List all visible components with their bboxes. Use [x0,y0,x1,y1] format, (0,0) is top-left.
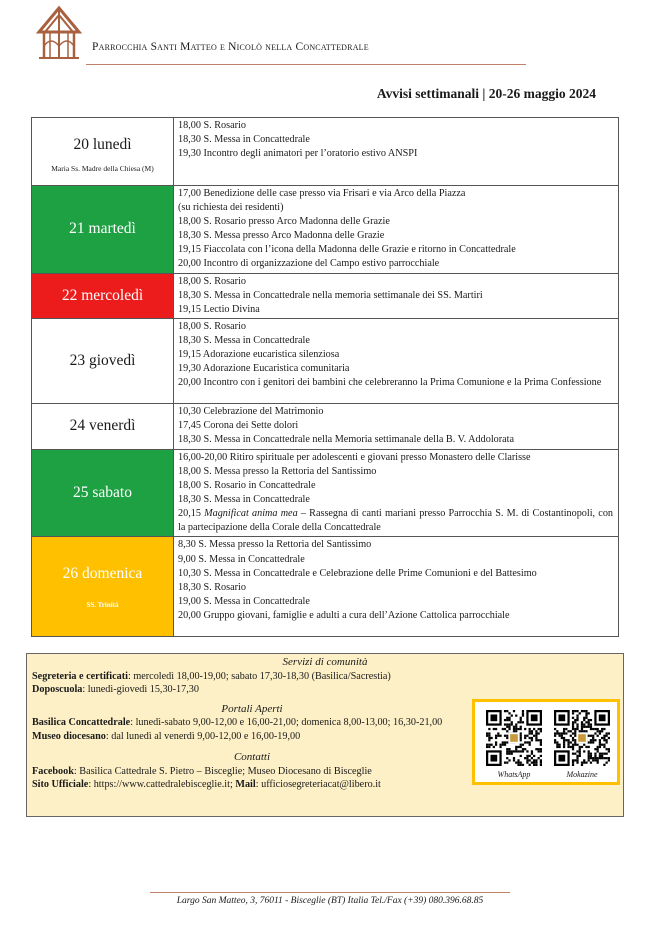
event-line: 18,30 S. Messa in Concattedrale [178,334,310,346]
event-line: 8,30 S. Messa presso la Rettoria del Santissimo [178,539,372,551]
day-cell [32,118,174,186]
events-cell [174,318,619,403]
event-line: 20,00 Gruppo giovani, famiglie e adulti a cura dell’Azione Cattolica parrocchiale [178,609,510,621]
day-cell [32,186,174,274]
qr-label-mokazine: Mokazine [566,770,598,779]
services-title: Servizi di comunità [282,656,368,668]
open-doors-title: Portali Aperti [221,702,283,715]
day-cell [32,449,174,537]
event-line: 18,30 S. Messa in Concattedrale nella Memoria settimanale della B. V. Addolorata [178,434,515,446]
day-cell [32,318,174,403]
secretariat-label: Segreteria e certificati [32,670,128,682]
day-cell [32,537,174,637]
event-line: 18,00 S. Rosario presso Arco Madonna delle Grazie [178,216,390,228]
event-line: 18,30 S. Rosario [178,581,246,593]
event-line: 20,00 Incontro con i genitori dei bambini che celebreranno la Prima Comunione e la Prima Confessione [178,377,602,389]
table-row [32,449,619,537]
day-name: 20 lunedì [73,136,132,153]
afterschool-hours: : lunedì-giovedì 15,30-17,30 [82,684,199,695]
event-line: 19,30 Adorazione Eucaristica comunitaria [178,363,350,375]
events-cell [174,403,619,449]
mail-link[interactable]: : ufficiosegreteriacat@libero.it [255,779,381,790]
secretariat-hours: : mercoledì 18,00-19,00; sabato 17,30-18,30 (Basilica/Sacrestia) [127,670,391,682]
qr-label-whatsapp: WhatsApp [497,770,531,779]
notice-title: Avvisi settimanali | 20-26 maggio 2024 [376,86,596,101]
event-time: 20,15 [178,508,201,520]
event-line: 18,30 S. Messa in Concattedrale nella memoria settimanale dei SS. Martiri [178,289,483,301]
basilica-hours: : lunedì-sabato 9,00-12,00 e 16,00-21,00; domenica 8,00-13,00; 16,30-21,00 [130,717,443,728]
museum-hours: : dal lunedì al venerdì 9,00-12,00 e 16,00-19,00 [105,730,301,742]
event-line: 10,30 S. Messa in Concattedrale e Celebrazione delle Prime Comunioni e del Battesimo [178,567,537,579]
day-name: 24 venerdì [69,417,136,435]
event-line: 18,00 S. Rosario [178,120,246,131]
secretariat-line [32,670,618,684]
event-line: 19,15 Lectio Divina [178,303,260,315]
day-name: 26 domenica [62,564,143,582]
weekly-schedule-table [31,117,619,637]
event-line: 19,30 Incontro degli animatori per l’oratorio estivo ANSPI [178,148,418,160]
event-line: 17,45 Corona dei Sette dolori [178,419,299,431]
site-url-link[interactable]: : https://www.cattedralebisceglie.it; [88,779,236,790]
events-cell [174,186,619,274]
afterschool-line [32,683,618,697]
church-roof-logo [36,2,82,60]
table-row [32,118,619,186]
events-cell [174,273,619,318]
event-line: 18,30 S. Messa presso Arco Madonna delle Grazie [178,230,385,242]
table-row [32,403,619,449]
table-row [32,186,619,274]
event-line: 18,30 S. Messa in Concattedrale [178,134,310,146]
event-description: – Rassegna di canti mariani presso Parrocchia S. M. di Costantinopoli, con la partecipazione della Corale della Concattedrale [178,508,614,534]
events-cell [174,449,619,537]
day-name: 25 sabato [73,484,132,502]
day-name: 21 martedì [69,220,136,238]
contacts-title: Contatti [233,751,271,763]
event-line: 18,00 S. Messa presso la Rettoria del Santissimo [178,465,377,477]
opening-hours-text [32,716,472,743]
day-cell [32,273,174,318]
event-line: 19,00 S. Messa in Concattedrale [178,595,310,607]
site-label: Sito Ufficiale [32,779,89,790]
day-subtitle: Maria Ss. Madre della Chiesa (M) [51,164,154,173]
header-divider [86,64,526,65]
table-row [32,273,619,318]
event-line: 17,00 Benedizione delle case presso via Frisari e via Arco della Piazza [178,188,466,199]
event-line: 16,00-20,00 Ritiro spirituale per adolescenti e giovani presso Monastero delle Clarisse [178,451,531,463]
event-line: 18,00 S. Rosario in Concattedrale [178,480,316,492]
footer-address: Largo San Matteo, 3, 76011 - Bisceglie (BT) Italia Tel./Fax (+39) 080.396.68.85 [176,896,484,906]
table-row [32,318,619,403]
qr-code-icon[interactable] [554,710,610,766]
event-line: 18,00 S. Rosario [178,275,246,287]
event-line: 18,30 S. Messa in Concattedrale [178,494,310,506]
facebook-label: Facebook [32,765,74,777]
event-line: 10,30 Celebrazione del Matrimonio [178,405,324,417]
basilica-label: Basilica Concattedrale [32,717,131,728]
day-cell [32,403,174,449]
day-name: 22 mercoledì [61,286,144,304]
qr-codes-panel [472,699,620,785]
event-line: 18,00 S. Rosario [178,320,246,332]
event-line: 19,15 Fiaccolata con l’icona della Madonna delle Grazie e ritorno in Concattedrale [178,244,516,256]
event-line: 19,15 Adorazione eucaristica silenziosa [178,349,340,361]
day-name: 23 giovedì [69,351,136,369]
museum-label: Museo diocesano [32,730,106,742]
event-line: 20,00 Incontro di organizzazione del Campo estivo parrocchiale [178,258,440,270]
events-cell [174,118,619,186]
event-line-special [178,507,613,535]
event-line: (su richiesta dei residenti) [178,202,284,214]
mail-label: Mail [235,779,256,790]
parish-name: Parrocchia Santi Matteo e Nicolò nella Concattedrale [92,41,369,53]
qr-code-icon[interactable] [486,710,542,766]
page-header [36,2,636,72]
facebook-pages[interactable]: : Basilica Cattedrale S. Pietro – Bisceglie; Museo Diocesano di Bisceglie [73,765,372,777]
event-title-italic: Magnificat anima mea [204,508,298,520]
events-cell [174,537,619,637]
day-subtitle: SS. Trinità [86,600,119,609]
afterschool-label: Doposcuola [32,684,83,695]
table-row [32,537,619,637]
event-line: 9,00 S. Messa in Concattedrale [178,553,305,565]
footer-divider [150,892,510,893]
